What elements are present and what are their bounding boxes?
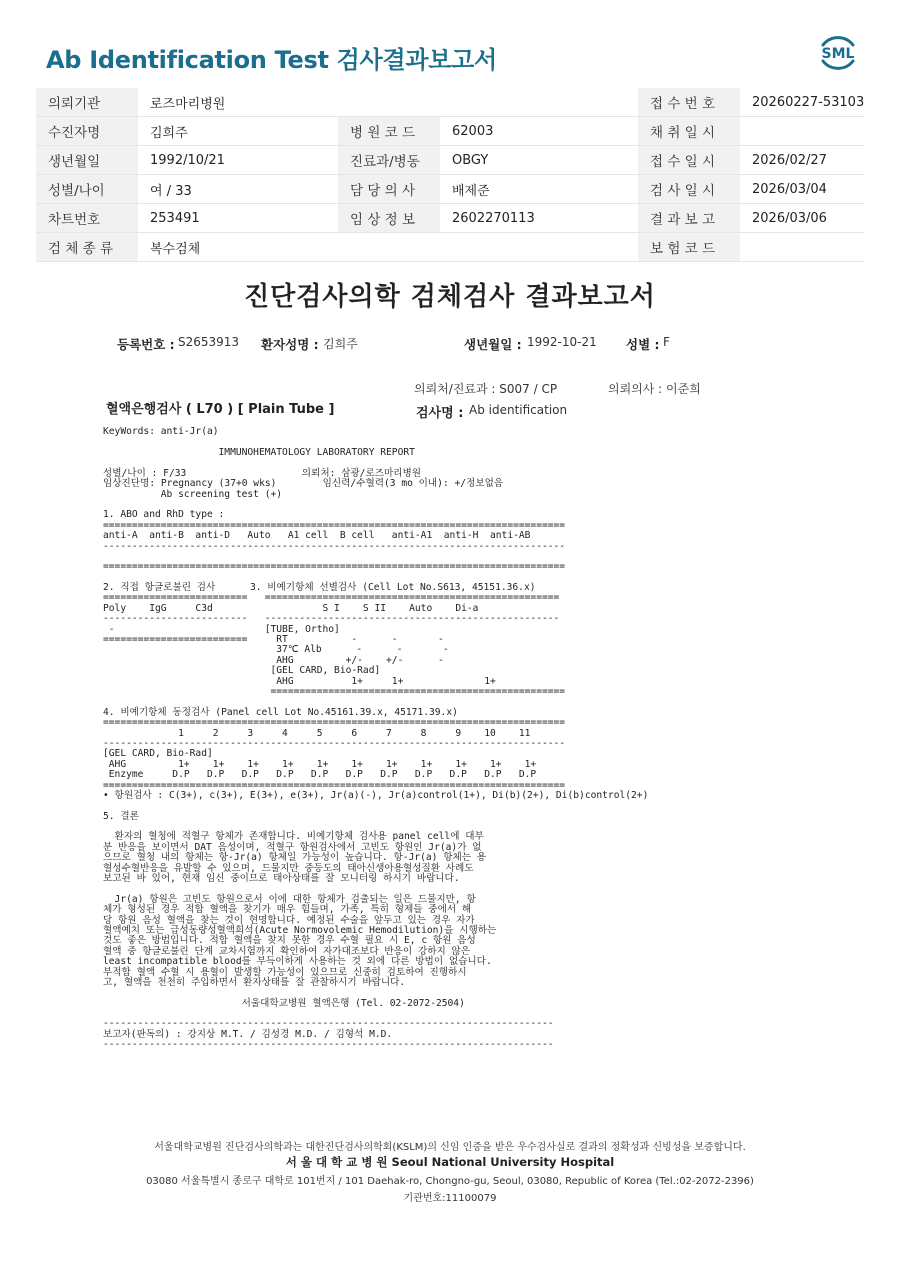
doctor-line: 의뢰의사 : 이준희 xyxy=(608,382,701,396)
report-line: 임상진단명: Pregnancy (37+0 wks) 임신력/수혈력(3 mo 이내): +/정보없음 xyxy=(103,478,504,490)
report-line: 1 2 3 4 5 6 7 8 9 10 11 xyxy=(103,727,531,739)
report-line: -------------------------------------------------------------------------------- xyxy=(103,737,566,749)
info-label: 성별/나이 xyxy=(36,175,138,204)
report-line: 37℃ Alb - - - xyxy=(103,644,449,656)
info-value: 2026/03/04 xyxy=(740,175,864,204)
info-value: 2026/02/27 xyxy=(740,146,864,175)
info-label: 보 험 코 드 xyxy=(638,233,740,262)
info-label: 병 원 코 드 xyxy=(338,117,440,146)
sml-logo-text: SML xyxy=(821,46,855,62)
info-value: 복수검체 xyxy=(138,233,338,262)
report-line: 4. 비예기항체 동정검사 (Panel cell Lot No.45161.39.x, 45171.39.x) xyxy=(103,706,458,718)
info-value: 배제준 xyxy=(440,175,638,204)
report-line: least incompatible blood를 부득이하게 사용하는 것 외에 다른 방법이 없습니다. xyxy=(103,956,492,968)
patient-name-label: 환자성명 : xyxy=(261,337,319,352)
dob-value: 1992-10-21 xyxy=(527,335,597,349)
info-value: 62003 xyxy=(440,117,638,146)
report-line: ================================================================================ xyxy=(103,779,566,791)
report-line: AHG 1+ 1+ 1+ xyxy=(103,675,496,687)
report-line: -------------------------------------------------------------------------------- xyxy=(103,540,566,552)
report-line: =================================================== xyxy=(103,685,566,697)
info-label: 접 수 일 시 xyxy=(638,146,740,175)
footer-certification: 서울대학교병원 진단검사의학과는 대한진단검사의학회(KSLM)의 신임 인증을 받은 우수검사실로 결과의 정확성과 신빙성을 보증합니다. xyxy=(154,1142,746,1153)
info-value: 253491 xyxy=(138,204,338,233)
info-label: 생년월일 xyxy=(36,146,138,175)
report-line: 혈성수혈반응을 유발할 수 있으며, 드물지만 중등도의 태아신생아용혈성질환 사례도 xyxy=(103,862,474,874)
info-label: 결 과 보 고 xyxy=(638,204,740,233)
info-value: OBGY xyxy=(440,146,638,175)
info-value xyxy=(338,233,440,262)
info-value: 1992/10/21 xyxy=(138,146,338,175)
info-row xyxy=(36,175,864,204)
report-line: 5. 결론 xyxy=(103,810,139,822)
report-line: ================================================================================ xyxy=(103,519,566,531)
report-line: 서울대학교병원 혈액은행 (Tel. 02-2072-2504) xyxy=(103,997,465,1009)
info-label: 의뢰기관 xyxy=(36,88,138,117)
footer-institution-no: 기관번호:11100079 xyxy=(403,1193,497,1204)
test-name-label: 검사명 : xyxy=(416,406,464,421)
info-label: 검 사 일 시 xyxy=(638,175,740,204)
report-line xyxy=(103,801,648,811)
dob-label: 생년월일 : xyxy=(464,337,522,352)
info-label: 접 수 번 호 xyxy=(638,88,740,117)
report-line: Enzyme D.P D.P D.P D.P D.P D.P D.P D.P D.P D.P D.P xyxy=(103,769,537,781)
report-line: [GEL CARD, Bio-Rad] xyxy=(103,748,213,760)
report-line: ================================================================================ xyxy=(103,717,566,729)
report-line: ------------------------------------------------------------------------------ xyxy=(103,1018,554,1030)
test-name-value: Ab identification xyxy=(469,403,568,417)
report-line: 고, 혈액을 천천히 주입하면서 환자상태를 잘 관찰하시기 바랍니다. xyxy=(103,976,406,988)
info-value: 김희주 xyxy=(138,117,338,146)
report-line: - [TUBE, Ortho] xyxy=(103,623,340,635)
info-value: 여 / 33 xyxy=(138,175,338,204)
report-line: AHG 1+ 1+ 1+ 1+ 1+ 1+ 1+ 1+ 1+ 1+ 1+ xyxy=(103,758,537,770)
report-line: 으므로 혈청 내의 항체는 항-Jr(a) 항체일 가능성이 높습니다. 항-Jr(a) 항체는 용 xyxy=(103,852,487,864)
info-value xyxy=(740,233,864,262)
info-value xyxy=(440,88,638,117)
report-line: ========================= =================================================== xyxy=(103,592,560,604)
report-line: 2. 직접 항글로불린 검사 3. 비예기항체 선별검사 (Cell Lot No.S613, 45151.36.x) xyxy=(103,582,536,594)
document-title: Ab Identification Test 검사결과보고서 xyxy=(46,46,497,74)
report-line: Poly IgG C3d S I S II Auto Di-a xyxy=(103,602,479,614)
info-row xyxy=(36,233,864,262)
info-label: 채 취 일 시 xyxy=(638,117,740,146)
info-label: 임 상 정 보 xyxy=(338,204,440,233)
report-line: 부적합 혈액 수혈 시 용혈이 발생할 가능성이 있으므로 신중히 검토하여 진행하시 xyxy=(103,966,467,978)
info-label: 차트번호 xyxy=(36,204,138,233)
sex-value: F xyxy=(663,335,670,349)
info-value xyxy=(338,88,440,117)
report-line: 보고자(판독의) : 강지상 M.T. / 김성경 M.D. / 김형석 M.D. xyxy=(103,1028,393,1040)
info-label: 담 당 의 사 xyxy=(338,175,440,204)
report-heading: 진단검사의학 검체검사 결과보고서 xyxy=(244,282,656,312)
sex-label: 성별 : xyxy=(626,337,660,352)
report-line: ========================= RT - - - xyxy=(103,634,444,646)
test-group: 혈액은행검사 ( L70 ) [ Plain Tube ] xyxy=(106,402,335,417)
report-line: 혈액예치 또는 급성동량성혈액희석(Acute Normovolemic Hemodilution)을 시행하는 xyxy=(103,924,497,936)
report-line: 보고된 바 있어, 현재 임신 중이므로 태아상태를 잘 모니터링 하시기 바랍니다. xyxy=(103,873,460,885)
info-value xyxy=(740,117,864,146)
report-line: 당 항원 음성 혈액을 찾는 것이 현명합니다. 예정된 수술을 앞두고 있는 경우 자가 xyxy=(103,914,475,926)
info-value: 로즈마리병원 xyxy=(138,88,338,117)
report-line: 환자의 혈청에 적혈구 항체가 존재합니다. 비예기항체 검사용 panel cell에 대부 xyxy=(103,831,484,843)
report-line: 성별/나이 : F/33 의뢰처: 삼광/로즈마리병원 xyxy=(103,467,422,479)
lab-report-body xyxy=(103,448,648,1051)
report-line: Jr(a) 항원은 고빈도 항원으로서 이에 대한 항체가 검출되는 일은 드물지만, 항 xyxy=(103,893,476,905)
reg-no-value: S2653913 xyxy=(178,335,240,349)
report-line: 1. ABO and RhD type : xyxy=(103,509,225,521)
report-line: 것도 좋은 방법입니다. 적합 혈액을 찾지 못한 경우 수혈 필요 시 E, c 항원 음성 xyxy=(103,935,476,947)
report-line: 혈액 중 항글로불린 단계 교차시험까지 확인하여 자가대조보다 반응이 강하지 않은 xyxy=(103,945,471,957)
report-line: [GEL CARD, Bio-Rad] xyxy=(103,665,381,677)
report-line: anti-A anti-B anti-D Auto A1 cell B cell anti-A1 anti-H anti-AB xyxy=(103,530,531,542)
keywords: KeyWords: anti-Jr(a) xyxy=(103,426,219,437)
sml-logo xyxy=(815,30,861,76)
info-row xyxy=(36,204,864,233)
patient-name-value: 김희주 xyxy=(323,337,358,351)
report-line: ------------------------------------------------------------------------------ xyxy=(103,1039,554,1051)
info-label: 진료과/병동 xyxy=(338,146,440,175)
report-line: • 항원검사 : C(3+), c(3+), E(3+), e(3+), Jr(a)(-), Jr(a)control(1+), Di(b)(2+), Di(b)control(2+) xyxy=(103,789,649,801)
info-row xyxy=(36,117,864,146)
info-label: 수진자명 xyxy=(36,117,138,146)
patient-info-table xyxy=(36,88,864,262)
report-line: IMMUNOHEMATOLOGY LABORATORY REPORT xyxy=(103,447,415,458)
info-row xyxy=(36,146,864,175)
info-value: 2602270113 xyxy=(440,204,638,233)
footer-hospital-name: 서 울 대 학 교 병 원 Seoul National University Hospital xyxy=(285,1155,615,1169)
footer-address: 03080 서울특별시 종로구 대학로 101번지 / 101 Daehak-ro, Chongno-gu, Seoul, 03080, Republic of Korea (Tel.:02-2072-2396) xyxy=(146,1176,754,1187)
info-value xyxy=(440,233,638,262)
info-value: 20260227-53103 xyxy=(740,88,864,117)
dept-line: 의뢰처/진료과 : S007 / CP xyxy=(414,382,558,396)
reg-no-label: 등록번호 : xyxy=(117,337,175,352)
report-line: AHG +/- +/- - xyxy=(103,654,444,666)
report-line: 분 반응을 보이면서 DAT 음성이며, 적혈구 항원검사에서 고빈도 항원인 Jr(a)가 없 xyxy=(103,841,482,853)
report-line: ------------------------- --------------------------------------------------- xyxy=(103,613,560,625)
report-line: 체가 형성된 경우 적합 혈액을 찾기가 매우 힘들며, 가족, 특히 형제들 중에서 해 xyxy=(103,904,472,916)
info-value: 2026/03/06 xyxy=(740,204,864,233)
report-line: ================================================================================ xyxy=(103,561,566,573)
report-line: Ab screening test (+) xyxy=(103,488,283,500)
info-row xyxy=(36,88,864,117)
info-label: 검 체 종 류 xyxy=(36,233,138,262)
